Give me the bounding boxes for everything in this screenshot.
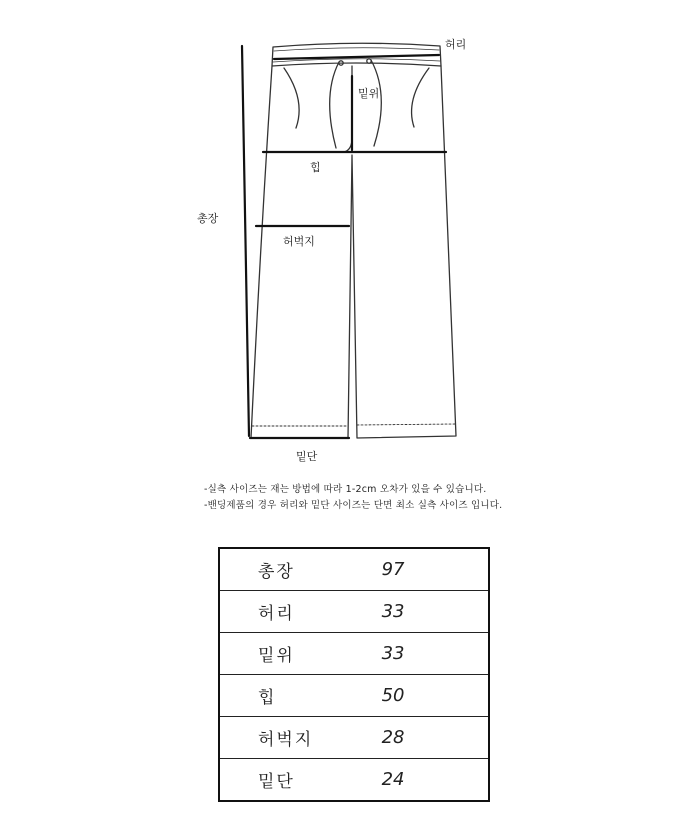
hip-label: 힙 <box>310 161 321 174</box>
table-row <box>219 759 489 802</box>
size-name: 밑위 <box>219 633 376 675</box>
size-name: 허리 <box>219 591 376 633</box>
size-name: 총장 <box>258 562 295 582</box>
table-row <box>219 717 489 759</box>
waistband-stitch <box>274 48 439 51</box>
size-value: 33 <box>376 591 489 633</box>
hem-label: 밑단 <box>296 450 318 463</box>
size-value: 50 <box>376 675 489 717</box>
total-length-measure-line <box>242 46 249 436</box>
table-row <box>219 591 489 633</box>
size-value: 97 <box>381 559 405 580</box>
thigh-label: 허벅지 <box>283 235 315 248</box>
waist-label: 허리 <box>445 38 467 51</box>
measurement-note: -실측 사이즈는 재는 방법에 따라 1-2cm 오차가 있을 수 있습니다. <box>204 484 487 495</box>
hem-stitch-right <box>357 424 455 425</box>
size-value: 24 <box>376 759 489 802</box>
drawstring-left <box>330 62 339 148</box>
size-value: 28 <box>376 717 489 759</box>
pants-outline <box>251 66 456 438</box>
table-row <box>219 633 489 675</box>
left-pocket <box>284 68 299 128</box>
table-row <box>219 548 489 591</box>
size-name: 밑단 <box>219 759 376 802</box>
size-value: 33 <box>376 633 489 675</box>
drawstring-right <box>371 60 381 146</box>
banding-note: -밴딩제품의 경우 허리와 밑단 사이즈는 단면 최소 실측 사이즈 입니다. <box>204 500 503 511</box>
table-row <box>219 675 489 717</box>
size-name: 힙 <box>219 675 376 717</box>
total-length-label: 총장 <box>197 212 219 225</box>
right-pocket <box>412 68 429 127</box>
size-table <box>218 547 490 802</box>
rise-label: 밑위 <box>358 87 380 100</box>
fly-curve <box>344 66 352 152</box>
size-name: 허벅지 <box>219 717 376 759</box>
